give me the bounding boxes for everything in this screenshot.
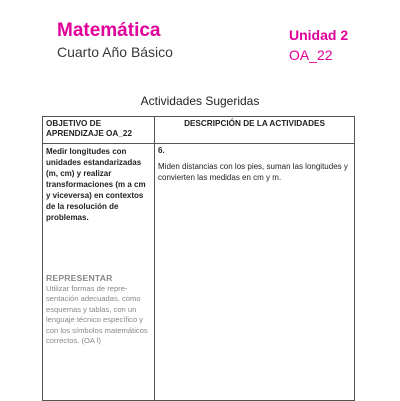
section-title: Actividades Sugeridas	[140, 94, 260, 108]
description-column-header: DESCRIPCIÓN DE LA ACTIVIDADES	[155, 117, 355, 144]
table-header-row	[43, 117, 355, 144]
unit-label: Unidad 2	[289, 27, 349, 43]
table-row	[43, 144, 355, 401]
activity-number: 6.	[158, 146, 165, 155]
objective-code: OA_22	[289, 47, 333, 63]
objective-cell	[43, 144, 155, 401]
skill-text: Utilizar formas de repre-sentación adecuadas, como esquemas y tablas, con un lenguaje técnico específico y con los símbolos matemáticos correctos. (OA l)	[46, 284, 148, 346]
objective-text: Medir longitudes con unidades estandarizadas (m, cm) y realizar transformaciones (m a cm y viceversa) en contextos de la resolución de problemas.	[46, 147, 146, 222]
grade-level: Cuarto Año Básico	[57, 44, 173, 60]
description-cell	[155, 144, 355, 401]
skill-title: REPRESENTAR	[46, 273, 113, 283]
subject-title: Matemática	[57, 20, 161, 41]
activities-table	[42, 116, 355, 401]
objective-column-header: OBJETIVO DE APRENDIZAJE OA_22	[43, 117, 155, 144]
activity-text: Miden distancias con los pies, suman las longitudes y convierten las medidas en cm y m.	[158, 162, 348, 182]
